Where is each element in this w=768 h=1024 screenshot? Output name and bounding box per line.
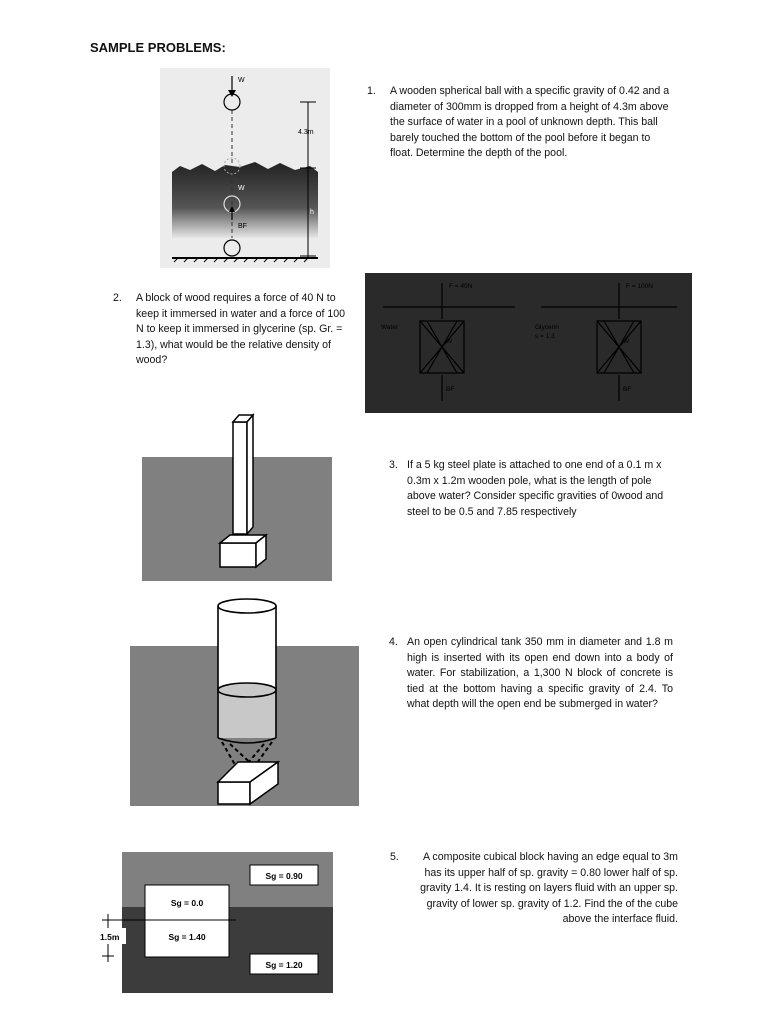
figure-4-tank (130, 598, 360, 808)
fig1-w2-label: W (238, 185, 245, 192)
figure-2-immersed-blocks (365, 273, 692, 413)
fig2-w-label-1: W (446, 338, 453, 345)
tank-air (218, 606, 276, 690)
fig2-glycerin-label: Glycerin (535, 324, 559, 331)
sg-upper-half: Sg = 0.0 (170, 898, 204, 908)
fig1-w-label: W (238, 77, 245, 84)
problem-4-text: An open cylindrical tank 350 mm in diameter and 1.8 m high is inserted with its open end down into a body of water. For stabilization, a 1,300 N block of concrete is tied at the bottom having a specific gravity of 2.4. To what depth will the open end be submerged in water? (407, 636, 673, 711)
fig2-water-label: Water (381, 324, 399, 331)
fig2-bf-label-2: BF (623, 386, 632, 393)
problem-3-number: 3. (389, 459, 398, 471)
problem-1-text: A wooden spherical ball with a specific gravity of 0.42 and a diameter of 300mm is dropped from a height of 4.3m above the surface of water in a pool of unknown depth. This ball barely touched the bottom of the pool before it began to float. Determine the depth of the pool. (390, 85, 670, 160)
fig2-w-label-2: W (623, 338, 630, 345)
wooden-pole (233, 422, 247, 534)
figure-1-ball-drop (160, 68, 330, 268)
problem-4-number: 4. (389, 636, 398, 648)
dim-1-5m: 1.5m (100, 932, 120, 942)
problem-2-text: A block of wood requires a force of 40 N to keep it immersed in water and a force of 100 N to keep it immersed in glycerine (sp. Gr. = 1.3), what would be the relative density of wood? (136, 292, 346, 367)
problem-1-number: 1. (367, 85, 376, 97)
steel-plate (220, 543, 256, 567)
problem-2 (113, 291, 353, 369)
problem-3-text: If a 5 kg steel plate is attached to one end of a 0.1 m x 0.3m x 1.2m wooden pole, what is the length of pole above water? Consider specific gravities of 0wood and steel to be 0.5 and 7.85 respectively (407, 459, 664, 518)
page-title: SAMPLE PROBLEMS: (90, 40, 226, 55)
fig1-bf-label: BF (238, 223, 247, 230)
fig2-glycerin-s: s = 1.3 (535, 333, 555, 340)
problem-5 (390, 850, 678, 928)
problem-1 (367, 84, 672, 162)
fig2-bf-label-1: BF (446, 386, 455, 393)
sg-lower-half: Sg = 1.40 (168, 932, 206, 942)
fig1-h1-label: 4.3m (298, 129, 314, 136)
problem-4 (389, 635, 673, 713)
fig2-f1-label: F = 40N (449, 283, 473, 290)
sg-top-fluid: Sg = 0.90 (265, 871, 303, 881)
problem-5-text: A composite cubical block having an edge equal to 3m has its upper half of sp. gravity = 0.80 lower half of sp. gravity 1.4. It is resting on layers fluid with an upper sp. gravity of lower sp. gravity of 1.2. Find the of the cube above the interface fluid. (420, 851, 678, 926)
fig2-f2-label: F = 100N (626, 283, 653, 290)
problem-3 (389, 458, 679, 520)
figure-5-composite-block (96, 852, 336, 994)
problem-5-number: 5. (390, 851, 399, 863)
sg-bottom-fluid: Sg = 1.20 (265, 960, 303, 970)
concrete-block (218, 782, 250, 804)
problem-2-number: 2. (113, 292, 122, 304)
fig1-h-label: h (310, 209, 314, 216)
figure-3-pole (142, 410, 333, 582)
